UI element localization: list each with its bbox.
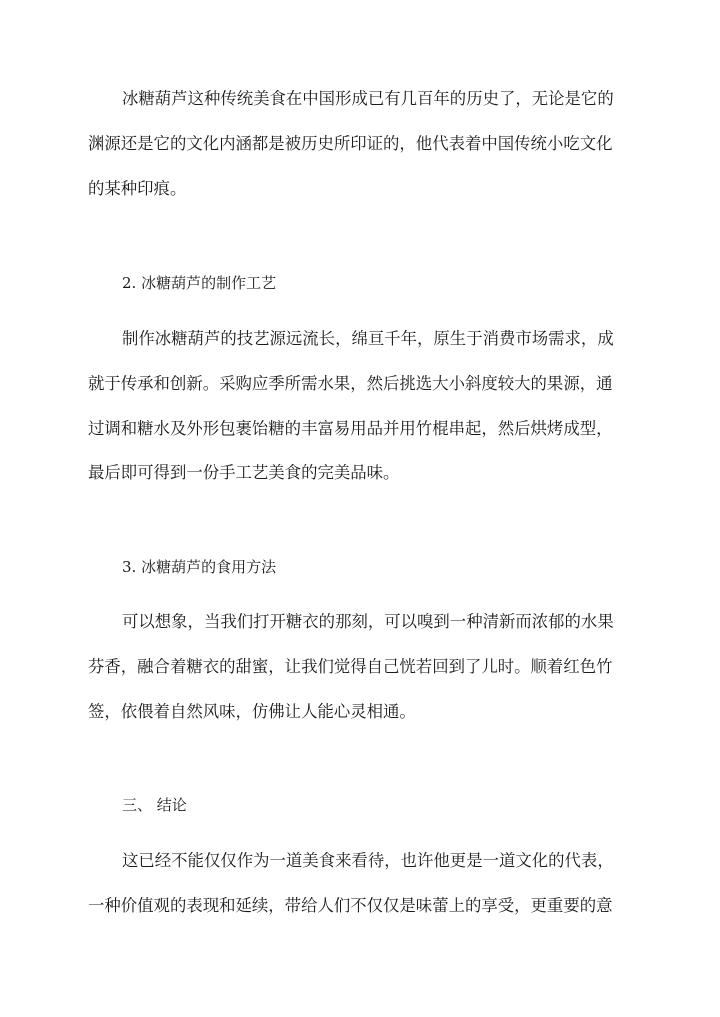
paragraph-line: 可以想象，当我们打开糖衣的那刻，可以嗅到一种清新而浓郁的水果 (122, 612, 614, 631)
section-heading: 2. 冰糖葫芦的制作工艺 (122, 274, 277, 292)
paragraph-line: 这已经不能仅仅作为一道美食来看待，也许他更是一道文化的代表， (122, 851, 614, 870)
paragraph-line: 一种价值观的表现和延续，带给人们不仅仅是味蕾上的享受，更重要的意 (88, 896, 613, 915)
paragraph-line: 就于传承和创新。采购应季所需水果，然后挑选大小斜度较大的果源，通 (88, 374, 613, 393)
section-heading: 三、 结论 (122, 796, 187, 814)
paragraph-line: 签，依偎着自然风味，仿佛让人能心灵相通。 (88, 702, 416, 721)
paragraph-line: 制作冰糖葫芦的技艺源远流长，绵亘千年，原生于消费市场需求，成 (122, 329, 614, 348)
section-heading: 3. 冰糖葫芦的食用方法 (122, 558, 277, 576)
paragraph-line: 最后即可得到一份手工艺美食的完美品味。 (88, 463, 400, 482)
paragraph-line: 芬香，融合着糖衣的甜蜜，让我们觉得自己恍若回到了儿时。顺着红色竹 (88, 657, 613, 676)
paragraph-line: 的某种印痕。 (88, 179, 187, 198)
paragraph-line: 过调和糖水及外形包裹饴糖的丰富易用品并用竹棍串起，然后烘烤成型， (88, 419, 613, 438)
paragraph-line: 冰糖葫芦这种传统美食在中国形成已有几百年的历史了，无论是它的 (122, 89, 614, 108)
paragraph-line: 渊源还是它的文化内涵都是被历史所印证的，他代表着中国传统小吃文化 (88, 134, 613, 153)
